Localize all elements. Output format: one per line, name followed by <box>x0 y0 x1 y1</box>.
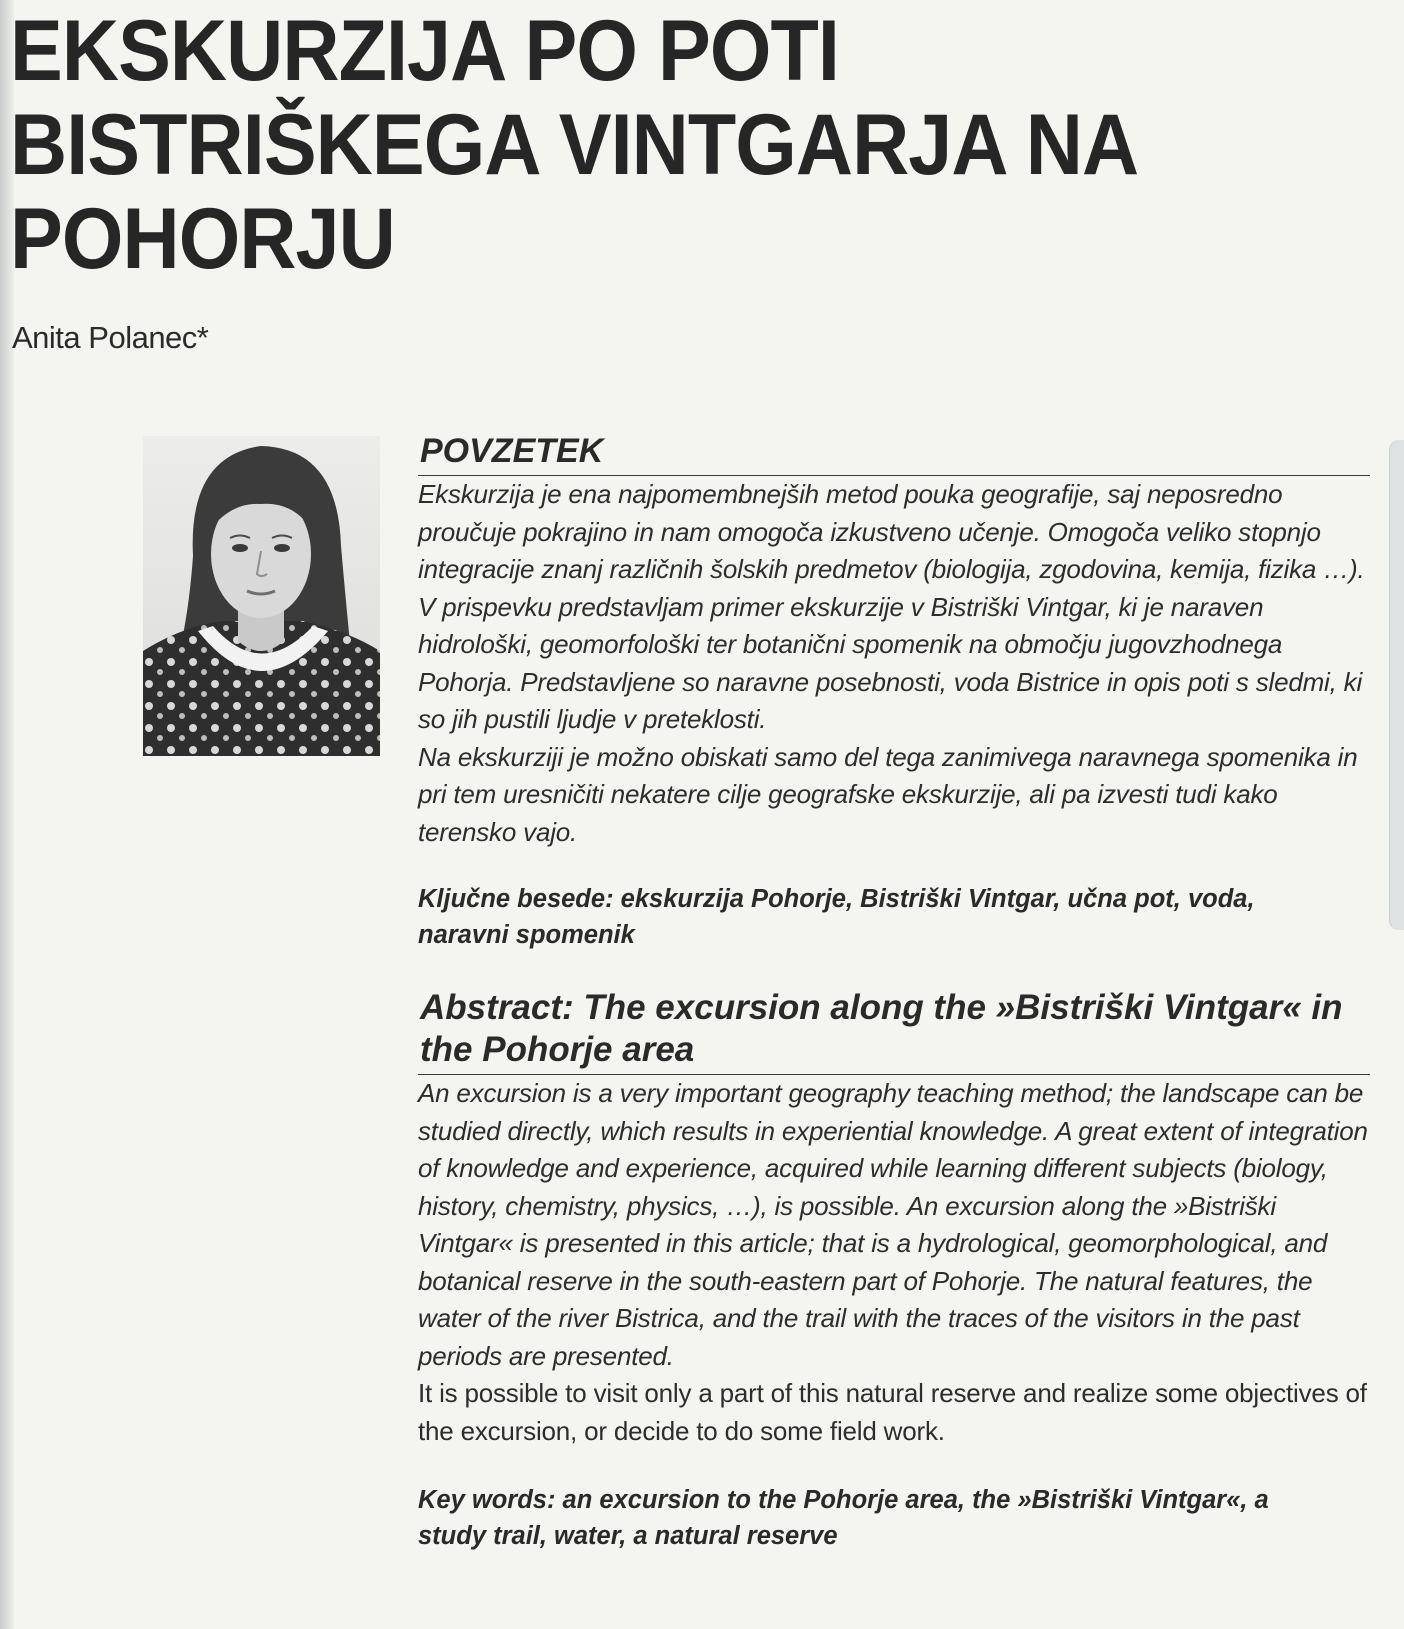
article-title: EKSKURZIJA PO POTI BISTRIŠKEGA VINTGARJA NA POHORJU <box>10 3 1136 287</box>
author-name: Anita Polanec* <box>12 320 209 355</box>
page-edge-tab <box>1389 440 1404 930</box>
summary-paragraph-sl-2: Na ekskurziji je možno obiskati samo del tega zanimivega naravnega spomenika in pri tem uresničiti nekatere cilje geografske ekskurzije, ali pa izvesti tudi kako terensko vajo. <box>418 741 1358 847</box>
keywords-en: Key words: an excursion to the Pohorje area, the »Bistriški Vintgar«, a study trail, water, a natural reserve <box>418 1486 1269 1550</box>
keywords-sl: Ključne besede: ekskurzija Pohorje, Bistriški Vintgar, učna pot, voda, naravni spomenik <box>418 885 1255 949</box>
summary-paragraph-sl-1: Ekskurzija je ena najpomembnejših metod pouka geografije, saj neposredno proučuje pokrajino in nam omogoča izkustveno učenje. Omogoča veliko stopnjo integracije znanj različnih šolskih predmetov (biologija, zgodovina, kemija, fizika …). V prispevku predstavljam primer ekskurzije v Bistriški Vintgar, ki je naraven hidrološki, geomorfološki ter botanični spomenik na območju jugovzhodnega Pohorja. Predstavljene so naravne posebnosti, voda Bistrice in opis poti s sledmi, ki so jih pustili ljudje v preteklosti. <box>418 479 1365 734</box>
author-photo <box>143 436 380 756</box>
abstract-column <box>418 430 1368 1554</box>
abstract-paragraph-en-2: It is possible to visit only a part of this natural reserve and realize some objectives of the excursion, or decide to do some field work. <box>418 1378 1367 1446</box>
summary-heading-sl: POVZETEK <box>418 430 1370 476</box>
abstract-paragraph-en-1: An excursion is a very important geography teaching method; the landscape can be studied directly, which results in experiential knowledge. A great extent of integration of knowledge and experience, acquired while learning different subjects (biology, history, chemistry, physics, …), is possible. An excursion along the »Bistriški Vintgar« is presented in this article; that is a hydrological, geomorphological, and botanical reserve in the south-eastern part of Pohorje. The natural features, the water of the river Bistrica, and the trail with the traces of the visitors in the past periods are presented. <box>418 1078 1368 1371</box>
abstract-heading-en: Abstract: The excursion along the »Bistriški Vintgar« in the Pohorje area <box>418 987 1370 1075</box>
